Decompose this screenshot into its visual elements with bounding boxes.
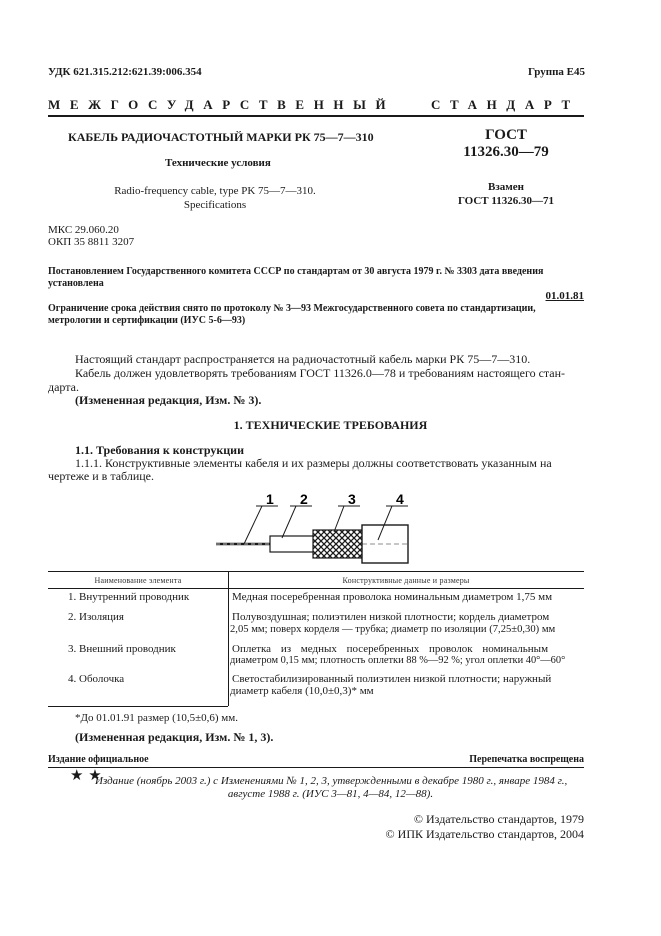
table-row-1-name: 1. Внутренний проводник xyxy=(68,591,190,603)
table-column-divider xyxy=(228,571,229,706)
okp-code: ОКП 35 8811 3207 xyxy=(48,236,135,248)
banner-left: МЕЖГОСУДАРСТВЕННЫЙ xyxy=(48,97,396,112)
english-title-line2: Specifications xyxy=(183,199,247,211)
clause-1-1-1-end: чертеже и в таблице. xyxy=(48,469,155,483)
gost-number: 11326.30—79 xyxy=(463,144,549,160)
table-row-3-name: 3. Внешний проводник xyxy=(68,643,176,655)
cable-drawing xyxy=(210,490,420,565)
reprint-notice: Перепечатка воспрещена xyxy=(469,754,584,765)
table-header-rule xyxy=(48,588,584,589)
cable-jacket xyxy=(362,525,408,563)
official-edition-label: Издание официальное xyxy=(48,754,149,765)
edition-info-line2: августе 1988 г. (ИУС 3—81, 4—84, 12—88). xyxy=(227,788,434,800)
document-title: КАБЕЛЬ РАДИОЧАСТОТНЫЙ МАРКИ РК 75—7—310 xyxy=(68,130,374,144)
footer-rule xyxy=(48,767,584,768)
figure-label-2: 2 xyxy=(300,491,308,507)
table-top-rule xyxy=(48,571,584,572)
intro-paragraph2-end: дарта. xyxy=(48,380,79,394)
table-row-2-data-line1: Полувоздушная; полиэтилен низкой плотности; кордель диаметром xyxy=(232,611,550,623)
subsection-title: 1.1. Требования к конструкции xyxy=(75,443,245,457)
table-row-4-name: 4. Оболочка xyxy=(68,673,125,685)
table-header-data: Конструктивные данные и размеры xyxy=(342,576,470,585)
decree-line2: установлена xyxy=(48,278,104,289)
insulation xyxy=(270,536,315,552)
mks-code: МКС 29.060.20 xyxy=(48,224,119,236)
udk-code: УДК 621.315.212:621.39:006.354 xyxy=(48,66,202,78)
star-marks: ★ ★ xyxy=(70,766,102,784)
limitation-line1: Ограничение срока действия снято по протоколу № 3—93 Межгосударственного совета по стандартизации, xyxy=(48,303,536,314)
table-header-element: Наименование элемента xyxy=(94,576,182,585)
outer-conductor-braid xyxy=(313,530,363,558)
table-row-2-name: 2. Изоляция xyxy=(68,611,124,623)
copyright-2004: © ИПК Издательство стандартов, 2004 xyxy=(385,827,584,841)
copyright-1979: © Издательство стандартов, 1979 xyxy=(413,812,584,826)
table-row-1-data: Медная посеребренная проволока номинальным диаметром 1,75 мм xyxy=(232,591,553,603)
replaced-standard: ГОСТ 11326.30—71 xyxy=(457,195,555,207)
replaced-label: Взамен xyxy=(488,181,524,193)
table-row-3-data-line2: диаметром 0,15 мм; плотность оплетки 88 %—92 %; угол оплетки 40°—60° xyxy=(230,655,566,666)
edition-info-line1: Издание (ноябрь 2003 г.) с Изменениями № 1, 2, 3, утвержденными в декабре 1980 г., январе 1984 г., xyxy=(95,775,568,787)
table-row-4-data-line2: диаметр кабеля (10,0±0,3)* мм xyxy=(230,685,374,697)
figure-label-4: 4 xyxy=(396,491,404,507)
table-bottom-rule xyxy=(48,706,228,707)
table-row-4-data-line1: Светостабилизированный полиэтилен низкой плотности; наружный xyxy=(232,673,552,685)
clause-1-1-1: 1.1.1. Конструктивные элементы кабеля и их размеры должны соответствовать указанным на xyxy=(75,456,552,470)
amendment-note-1-3: (Измененная редакция, Изм. № 1, 3). xyxy=(75,730,274,744)
table-row-2-data-line2: 2,05 мм; поверх корделя — трубка; диаметр по изоляции (7,25±0,30) мм xyxy=(230,624,556,635)
section-title: 1. ТЕХНИЧЕСКИЕ ТРЕБОВАНИЯ xyxy=(233,418,428,432)
intro-paragraph1: Настоящий стандарт распространяется на радиочастотный кабель марки РК 75—7—310. xyxy=(75,352,531,366)
english-title-line1: Radio-frequency cable, type PK 75—7—310. xyxy=(114,185,316,197)
table-footnote: *До 01.01.91 размер (10,5±0,6) мм. xyxy=(75,712,238,724)
amendment-note-3: (Измененная редакция, Изм. № 3). xyxy=(75,393,262,407)
banner-right: СТАНДАРТ xyxy=(431,97,580,112)
banner-rule xyxy=(48,115,584,117)
document-subtitle: Технические условия xyxy=(165,157,271,169)
figure-label-3: 3 xyxy=(348,491,356,507)
group-code: Группа Е45 xyxy=(527,66,585,78)
intro-paragraph2: Кабель должен удовлетворять требованиям ГОСТ 11326.0—78 и требованиям настоящего стан- xyxy=(75,366,566,380)
table-row-3-data-line1: Оплетка из медных посеребренных проволок номинальным xyxy=(232,643,549,655)
decree-line1: Постановлением Государственного комитета СССР по стандартам от 30 августа 1979 г. № 3303 дата введения xyxy=(48,266,544,277)
limitation-line2: метрологии и сертификации (ИУС 5-6—93) xyxy=(48,315,246,326)
gost-label: ГОСТ xyxy=(485,127,527,143)
figure-label-1: 1 xyxy=(266,491,274,507)
effective-date: 01.01.81 xyxy=(545,290,584,302)
